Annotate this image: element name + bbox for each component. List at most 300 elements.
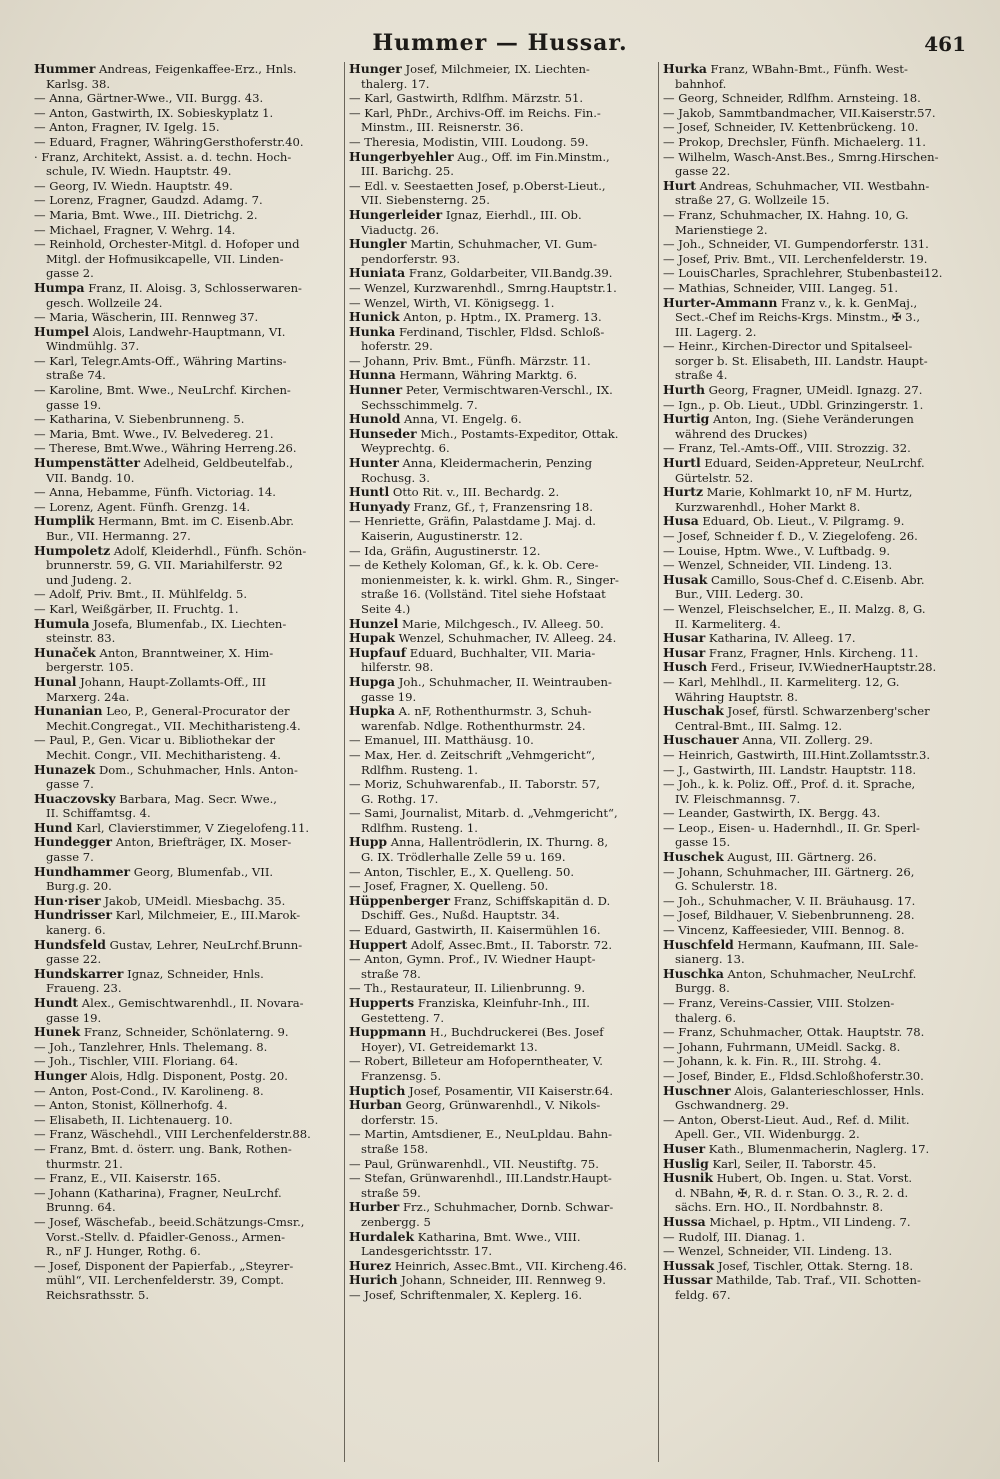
- entry-text: — Louise, Hptm. Wwe., V. Luftbadg. 9.: [663, 543, 891, 558]
- entry-headword-line: [663, 704, 966, 719]
- surname: Huaczovsky: [34, 791, 116, 806]
- entry-text: — Maria, Bmt. Wwe., III. Dietrichg. 2.: [34, 207, 258, 222]
- surname: Hunazek: [34, 762, 96, 777]
- entry-line: [34, 1288, 338, 1303]
- entry-headword-line: [349, 427, 652, 442]
- entry-line: [34, 1127, 338, 1142]
- surname: Hunner: [349, 383, 403, 398]
- entry-text: brunnerstr. 59, G. VII. Mariahilferstr. 92: [46, 558, 283, 573]
- entry-line: [34, 1215, 338, 1230]
- entry-line: [34, 354, 338, 369]
- entry-text: — Johann, Fuhrmann, UMeidl. Sackg. 8.: [663, 1039, 901, 1054]
- entry-text: Martin, Schuhmacher, VI. Gum-: [406, 237, 597, 252]
- entry-text: — Wenzel, Schneider, VII. Lindeng. 13.: [663, 1244, 893, 1259]
- entry-text: — Jakob, Sammtbandmacher, VII.Kaiserstr.57.: [663, 105, 936, 120]
- entry-text: Anton, p. Hptm., IX. Pramerg. 13.: [399, 310, 602, 325]
- entry-line: [34, 106, 338, 121]
- surname: Huschfeld: [663, 937, 734, 952]
- entry-text: — Anna, Hebamme, Fünfh. Victoriag. 14.: [34, 485, 276, 500]
- entry-text: — Josef, Bildhauer, V. Siebenbrunneng. 28.: [663, 908, 915, 923]
- entry-text: sianerg. 13.: [675, 952, 745, 967]
- entry-text: Marie, Milchgesch., IV. Alleeg. 50.: [398, 616, 604, 631]
- entry-text: Vorst.-Stellv. d. Pfaidler-Genoss., Armen-: [46, 1229, 286, 1244]
- entry-text: sorger b. St. Elisabeth, III. Landstr. Haupt-: [675, 353, 928, 368]
- surname: Hüppenberger: [349, 893, 451, 908]
- entry-text: Joh., Schuhmacher, II. Weintrauben-: [395, 674, 612, 689]
- entry-headword-line: [663, 296, 966, 311]
- surname: Huppert: [349, 937, 408, 952]
- entry-line: [663, 135, 966, 150]
- entry-text: Georg, Grünwarenhdl., V. Nikols-: [401, 1098, 601, 1113]
- entry-text: Kaiserin, Augustinerstr. 12.: [361, 529, 523, 543]
- entry-line: [663, 806, 966, 821]
- entry-text: — Josef, Binder, E., Fldsd.Schloßhoferstr.30.: [663, 1068, 924, 1083]
- entry-line: [349, 91, 652, 106]
- entry-text: Anton, Schuhmacher, NeuLrchf.: [723, 966, 917, 981]
- entry-text: — Eduard, Fragner, WähringGersthoferstr.40.: [34, 134, 304, 149]
- entry-headword-line: [663, 1259, 966, 1274]
- entry-line: [349, 514, 652, 529]
- entry-text: — Vincenz, Kaffeesieder, VIII. Bennog. 8.: [663, 923, 905, 938]
- surname: Hungler: [349, 237, 407, 252]
- entry-line: [663, 908, 966, 923]
- entry-line: [663, 835, 966, 850]
- entry-line: [34, 164, 338, 179]
- entry-line: [34, 193, 338, 208]
- entry-text: Gustav, Lehrer, NeuLrchf.Brunn-: [105, 937, 303, 952]
- surname: Hupperts: [349, 996, 415, 1010]
- entry-headword-line: [349, 938, 652, 953]
- entry-text: Josef, Tischler, Ottak. Sterng. 18.: [714, 1258, 914, 1273]
- entry-text: dorferstr. 15.: [361, 1112, 439, 1127]
- entry-line: [349, 1244, 652, 1259]
- entry-text: — Elisabeth, II. Lichtenauerg. 10.: [34, 1112, 233, 1127]
- entry-text: Karlsg. 38.: [46, 76, 111, 91]
- entry-text: — Sami, Journalist, Mitarb. d. „Vehmgericht“,: [349, 806, 618, 821]
- entry-text: Heinrich, Assec.Bmt., VII. Kircheng.46.: [391, 1258, 627, 1273]
- entry-line: [663, 354, 966, 369]
- entry-text: II. Schiffamtsg. 4.: [46, 806, 151, 821]
- surname: Humpoletz: [34, 543, 111, 558]
- surname: Hunger: [349, 62, 402, 76]
- entry-text: — Anton, Post-Cond., IV. Karolineng. 8.: [34, 1083, 264, 1098]
- entry-line: [663, 587, 966, 602]
- entry-line: [349, 777, 652, 792]
- entry-text: Central-Bmt., III. Salmg. 12.: [675, 718, 843, 733]
- entry-text: — Georg, IV. Wiedn. Hauptstr. 49.: [34, 178, 233, 193]
- entry-text: und Judeng. 2.: [46, 572, 132, 587]
- entry-line: [34, 777, 338, 792]
- entry-line: [663, 865, 966, 880]
- entry-text: Anna, Kleidermacherin, Penzing: [398, 456, 593, 471]
- entry-text: Alois, Hdlg. Disponent, Postg. 20.: [86, 1068, 288, 1083]
- entry-text: — Wenzel, Schneider, VII. Lindeng. 13.: [663, 558, 893, 573]
- entry-text: Mitgl. der Hofmusikcapelle, VII. Linden-: [46, 251, 284, 266]
- entry-text: Adolf, Assec.Bmt., II. Taborstr. 72.: [407, 937, 613, 952]
- entry-text: Fraueng. 23.: [46, 981, 122, 996]
- entry-line: [349, 821, 652, 836]
- entry-text: — Franz, Schuhmacher, Ottak. Hauptstr. 78.: [663, 1025, 925, 1040]
- entry-line: [349, 354, 652, 369]
- entry-text: Georg, Blumenfab., VII.: [130, 864, 274, 879]
- entry-text: — Heinr., Kirchen-Director und Spitalseel-: [663, 339, 913, 354]
- entry-text: Viaductg. 26.: [361, 222, 440, 237]
- entry-text: thalerg. 6.: [675, 1010, 737, 1025]
- page-header: [30, 30, 970, 64]
- entry-line: [349, 690, 652, 705]
- surname: Huptich: [349, 1083, 406, 1098]
- entry-headword-line: [663, 850, 966, 865]
- entry-line: [349, 719, 652, 734]
- entry-text: Hubert, Ob. Ingen. u. Stat. Vorst.: [713, 1171, 913, 1186]
- entry-text: — Franz, Tel.-Amts-Off., VIII. Strozzig. 32.: [663, 441, 911, 456]
- entry-text: — Ida, Gräfin, Augustinerstr. 12.: [349, 543, 541, 558]
- entry-line: [663, 91, 966, 106]
- entry-line: [34, 1142, 338, 1157]
- entry-text: gasse 22.: [46, 952, 102, 967]
- entry-line: [349, 106, 652, 121]
- surname: Hungerbyehler: [349, 149, 454, 164]
- entry-text: — Wenzel, Wirth, VI. Königsegg. 1.: [349, 295, 555, 310]
- entry-headword-line: [349, 500, 652, 515]
- entry-text: während des Druckes): [675, 426, 808, 441]
- entry-text: warenfab. Ndlge. Rothenthurmstr. 24.: [361, 718, 586, 733]
- entry-line: [34, 923, 338, 938]
- running-title: Hummer — Hussar.: [372, 30, 628, 56]
- entry-headword-line: [34, 704, 338, 719]
- entry-headword-line: [663, 967, 966, 982]
- entry-text: III. Lagerg. 2.: [675, 324, 757, 339]
- entry-line: [663, 544, 966, 559]
- entry-text: Anna, VI. Engelg. 6.: [400, 412, 522, 427]
- entry-line: [663, 1230, 966, 1245]
- surname: Huntl: [349, 485, 390, 500]
- entry-text: — Franz, Schuhmacher, IX. Hahng. 10, G.: [663, 207, 909, 222]
- entry-line: [349, 120, 652, 135]
- surname: Hurban: [349, 1098, 402, 1113]
- entry-headword-line: [34, 281, 338, 296]
- entry-line: [349, 529, 652, 544]
- entry-line: [663, 339, 966, 354]
- entry-line: [34, 310, 338, 325]
- surname: Humpenstätter: [34, 456, 140, 471]
- entry-line: [349, 223, 652, 238]
- entry-line: [34, 587, 338, 602]
- surname: Huschak: [663, 704, 724, 719]
- entry-line: [34, 339, 338, 354]
- entry-line: [663, 602, 966, 617]
- entry-line: [663, 675, 966, 690]
- entry-line: [349, 733, 652, 748]
- entry-text: — Anton, Tischler, E., X. Quelleng. 50.: [349, 864, 575, 879]
- entry-line: [349, 252, 652, 267]
- entry-headword-line: [663, 383, 966, 398]
- entry-text: Hermann, Bmt. im C. Eisenb.Abr.: [94, 514, 294, 529]
- entry-text: August, III. Gärtnerg. 26.: [723, 850, 877, 865]
- entry-text: — Karl, Gastwirth, Rdlfhm. Märzstr. 51.: [349, 91, 584, 106]
- surname: Huppmann: [349, 1025, 427, 1040]
- entry-text: — Josef, Wäschefab., beeid.Schätzungs-Cmsr.,: [34, 1214, 305, 1229]
- entry-line: [34, 179, 338, 194]
- entry-text: Währing Hauptstr. 8.: [675, 689, 798, 704]
- entry-line: [663, 500, 966, 515]
- entry-text: Marxerg. 24a.: [46, 689, 130, 704]
- entry-text: A. nF, Rothenthurmstr. 3, Schuh-: [395, 704, 592, 719]
- entry-line: [34, 529, 338, 544]
- entry-line: [34, 441, 338, 456]
- entry-text: — Joh., Schuhmacher, V. II. Bräuhausg. 17.: [663, 893, 916, 908]
- entry-text: Andreas, Schuhmacher, VII. Westbahn-: [695, 178, 930, 193]
- entry-line: [349, 1127, 652, 1142]
- entry-columns: [30, 62, 970, 1462]
- entry-text: — Josef, Fragner, X. Quelleng. 50.: [349, 879, 549, 894]
- entry-line: [349, 748, 652, 763]
- entry-headword-line: [34, 938, 338, 953]
- entry-text: Eduard, Seiden-Appreteur, NeuLrchf.: [700, 456, 925, 471]
- surname: Hundegger: [34, 835, 113, 850]
- surname: Hurt: [663, 178, 696, 193]
- entry-text: — Franz, Bmt. d. österr. ung. Bank, Rothen-: [34, 1141, 292, 1156]
- surname: Hussa: [663, 1214, 706, 1229]
- entry-text: bahnhof.: [675, 76, 727, 91]
- entry-line: [34, 77, 338, 92]
- entry-line: [349, 763, 652, 778]
- entry-headword-line: [34, 646, 338, 661]
- entry-line: [34, 602, 338, 617]
- entry-line: [663, 266, 966, 281]
- entry-text: Josef, Posamentir, VII Kaiserstr.64.: [405, 1083, 614, 1098]
- entry-text: Bur., VII. Hermanng. 27.: [46, 529, 191, 543]
- entry-text: Andreas, Feigenkaffee-Erz., Hnls.: [95, 62, 297, 76]
- entry-text: steinstr. 83.: [46, 631, 116, 646]
- entry-headword-line: [663, 1157, 966, 1172]
- entry-line: [34, 690, 338, 705]
- entry-line: [663, 150, 966, 165]
- entry-headword-line: [349, 485, 652, 500]
- entry-headword-line: [663, 179, 966, 194]
- entry-line: [663, 763, 966, 778]
- entry-text: Franz, Fragner, Hnls. Kircheng. 11.: [705, 645, 919, 660]
- entry-line: [34, 471, 338, 486]
- entry-text: Gürtelstr. 52.: [675, 470, 754, 485]
- entry-text: Franz v., k. k. GenMaj.,: [777, 295, 918, 310]
- page-number: 461: [924, 32, 966, 56]
- entry-text: Katharina, Bmt. Wwe., VIII.: [414, 1229, 581, 1244]
- surname: Hurtl: [663, 456, 701, 471]
- entry-headword-line: [34, 865, 338, 880]
- entry-line: [34, 1186, 338, 1201]
- surname: Hurtz: [663, 485, 704, 500]
- column-left: [30, 62, 342, 1462]
- entry-text: Anna, VII. Zollerg. 29.: [738, 733, 873, 748]
- entry-text: Brunng. 64.: [46, 1200, 116, 1215]
- entry-text: Josef, fürstl. Schwarzenberg'scher: [723, 704, 930, 719]
- surname: Hupp: [349, 835, 388, 850]
- entry-text: Sechsschimmelg. 7.: [361, 397, 478, 412]
- entry-headword-line: [34, 675, 338, 690]
- entry-line: [349, 1171, 652, 1186]
- surname: Hunanian: [34, 704, 103, 719]
- entry-text: Weyprechtg. 6.: [361, 441, 450, 456]
- entry-headword-line: [349, 631, 652, 646]
- entry-line: [34, 631, 338, 646]
- entry-text: gasse 19.: [361, 689, 417, 704]
- entry-line: [34, 573, 338, 588]
- entry-text: Georg, Fragner, UMeidl. Ignazg. 27.: [704, 383, 923, 398]
- entry-text: — Therese, Bmt.Wwe., Währing Herreng.26.: [34, 441, 297, 456]
- entry-text: — Robert, Billeteur am Hofoperntheater, V.: [349, 1054, 603, 1069]
- entry-text: Bur., VIII. Lederg. 30.: [675, 587, 804, 602]
- entry-text: — Joh., k. k. Poliz. Off., Prof. d. it. Sprache,: [663, 777, 916, 792]
- entry-text: — Johann (Katharina), Fragner, NeuLrchf.: [34, 1185, 282, 1200]
- entry-text: Wenzel, Schuhmacher, IV. Alleeg. 24.: [395, 631, 617, 646]
- entry-line: [349, 1288, 652, 1303]
- entry-text: — Josef, Schneider, IV. Kettenbrückeng. 10.: [663, 120, 919, 135]
- entry-text: kanerg. 6.: [46, 923, 106, 938]
- entry-text: — Lorenz, Agent. Fünfh. Grenzg. 14.: [34, 499, 251, 514]
- entry-text: — Karl, PhDr., Archivs-Off. im Reichs. Fin.-: [349, 105, 601, 120]
- entry-text: — Anton, Gymn. Prof., IV. Wiedner Haupt-: [349, 952, 596, 967]
- entry-line: [663, 777, 966, 792]
- entry-headword-line: [349, 412, 652, 427]
- surname: Hummer: [34, 62, 96, 76]
- entry-text: straße 4.: [675, 368, 728, 383]
- entry-line: [34, 1259, 338, 1274]
- entry-line: [349, 1011, 652, 1026]
- entry-text: zenbergg. 5: [361, 1214, 431, 1229]
- surname: Hurtig: [663, 412, 710, 427]
- entry-line: [663, 821, 966, 836]
- surname: Husar: [663, 631, 706, 646]
- entry-headword-line: [663, 514, 966, 529]
- entry-text: — Leander, Gastwirth, IX. Bergg. 43.: [663, 806, 881, 821]
- entry-line: [663, 1025, 966, 1040]
- surname: Hunaček: [34, 645, 96, 660]
- entry-text: — Adolf, Priv. Bmt., II. Mühlfeldg. 5.: [34, 587, 248, 602]
- entry-text: gasse 15.: [675, 835, 731, 850]
- entry-line: [34, 500, 338, 515]
- entry-text: pendorferstr. 93.: [361, 251, 461, 266]
- entry-text: — Henriette, Gräfin, Palastdame J. Maj. d.: [349, 514, 596, 529]
- entry-text: Karl, Clavierstimmer, V Ziegelofeng.11.: [72, 820, 310, 835]
- surname: Husa: [663, 514, 699, 529]
- entry-text: — Anton, Oberst-Lieut. Aud., Ref. d. Milit.: [663, 1112, 910, 1127]
- entry-line: [663, 208, 966, 223]
- entry-text: — Mathias, Schneider, VIII. Langeg. 51.: [663, 280, 899, 295]
- entry-line: [663, 1054, 966, 1069]
- entry-headword-line: [34, 792, 338, 807]
- entry-line: [349, 865, 652, 880]
- entry-text: Ignaz, Schneider, Hnls.: [123, 966, 264, 981]
- entry-text: Josefa, Blumenfab., IX. Liechten-: [89, 616, 287, 631]
- entry-text: — Max, Her. d. Zeitschrift „Vehmgericht“,: [349, 747, 596, 762]
- entry-headword-line: [349, 368, 652, 383]
- entry-text: — Th., Restaurateur, II. Lilienbrunng. 9.: [349, 981, 586, 996]
- surname: Huschner: [663, 1083, 731, 1098]
- entry-text: H., Buchdruckerei (Bes. Josef: [426, 1025, 604, 1040]
- surname: Huschauer: [663, 733, 739, 748]
- entry-text: Hermann, Währing Marktg. 6.: [395, 368, 578, 383]
- entry-line: [663, 792, 966, 807]
- entry-line: [349, 471, 652, 486]
- surname: Hussar: [663, 1273, 713, 1288]
- entry-headword-line: [34, 996, 338, 1011]
- entry-headword-line: [349, 704, 652, 719]
- surname: Hupka: [349, 704, 395, 719]
- entry-text: Franz, II. Aloisg. 3, Schlosserwaren-: [84, 280, 302, 295]
- entry-line: [34, 1273, 338, 1288]
- entry-line: [34, 850, 338, 865]
- entry-line: [34, 252, 338, 267]
- entry-text: gasse 19.: [46, 397, 102, 412]
- surname: Huslig: [663, 1156, 709, 1171]
- entry-line: [663, 223, 966, 238]
- surname: Hunter: [349, 456, 399, 471]
- entry-line: [349, 281, 652, 296]
- surname: Humpel: [34, 324, 90, 339]
- entry-line: [663, 879, 966, 894]
- entry-line: [34, 1040, 338, 1055]
- entry-line: [663, 996, 966, 1011]
- entry-text: — J., Gastwirth, III. Landstr. Hauptstr. 118.: [663, 762, 917, 777]
- entry-headword-line: [34, 763, 338, 778]
- entry-line: [34, 412, 338, 427]
- entry-text: VII. Siebensterng. 25.: [361, 193, 490, 208]
- entry-text: Ferd., Friseur, IV.WiednerHauptstr.28.: [707, 660, 937, 675]
- entry-headword-line: [349, 675, 652, 690]
- entry-line: [349, 441, 652, 456]
- entry-line: [34, 427, 338, 442]
- surname: Hunka: [349, 324, 396, 339]
- entry-text: — Franz, E., VII. Kaiserstr. 165.: [34, 1171, 221, 1186]
- entry-line: [34, 223, 338, 238]
- entry-line: [663, 1186, 966, 1201]
- entry-text: hilferstr. 98.: [361, 660, 434, 675]
- entry-line: [349, 558, 652, 573]
- entry-line: [34, 1200, 338, 1215]
- entry-text: — Georg, Schneider, Rdlfhm. Arnsteing. 18.: [663, 91, 921, 106]
- entry-line: [349, 923, 652, 938]
- entry-text: — Paul, Grünwarenhdl., VII. Neustiftg. 75.: [349, 1156, 599, 1171]
- entry-line: [34, 1157, 338, 1172]
- entry-headword-line: [349, 1098, 652, 1113]
- entry-line: [34, 1084, 338, 1099]
- entry-text: Ferdinand, Tischler, Fldsd. Schloß-: [395, 324, 605, 339]
- entry-text: G. IX. Trödlerhalle Zelle 59 u. 169.: [361, 850, 566, 865]
- entry-line: [34, 879, 338, 894]
- entry-text: Frz., Schuhmacher, Dornb. Schwar-: [399, 1200, 614, 1215]
- entry-text: Franz, WBahn-Bmt., Fünfh. West-: [706, 62, 908, 76]
- entry-text: Mathilde, Tab. Traf., VII. Schotten-: [712, 1273, 921, 1288]
- entry-line: [663, 120, 966, 135]
- entry-headword-line: [349, 325, 652, 340]
- entry-text: Windmühlg. 37.: [46, 339, 140, 354]
- entry-line: [349, 179, 652, 194]
- entry-line: [663, 748, 966, 763]
- entry-line: [34, 208, 338, 223]
- entry-text: — Josef, Schneider f. D., V. Ziegelofeng. 26.: [663, 529, 918, 543]
- entry-text: gasse 7.: [46, 777, 94, 792]
- entry-text: Franz, Schiffskapitän d. D.: [450, 893, 611, 908]
- entry-text: Josef, Milchmeier, IX. Liechten-: [401, 62, 590, 76]
- entry-line: [663, 368, 966, 383]
- surname: Husch: [663, 660, 708, 675]
- surname: Hunna: [349, 368, 396, 383]
- surname: Hundrisser: [34, 908, 112, 923]
- entry-headword-line: [34, 62, 338, 77]
- entry-text: — Michael, Fragner, V. Wehrg. 14.: [34, 222, 236, 237]
- entry-line: [663, 923, 966, 938]
